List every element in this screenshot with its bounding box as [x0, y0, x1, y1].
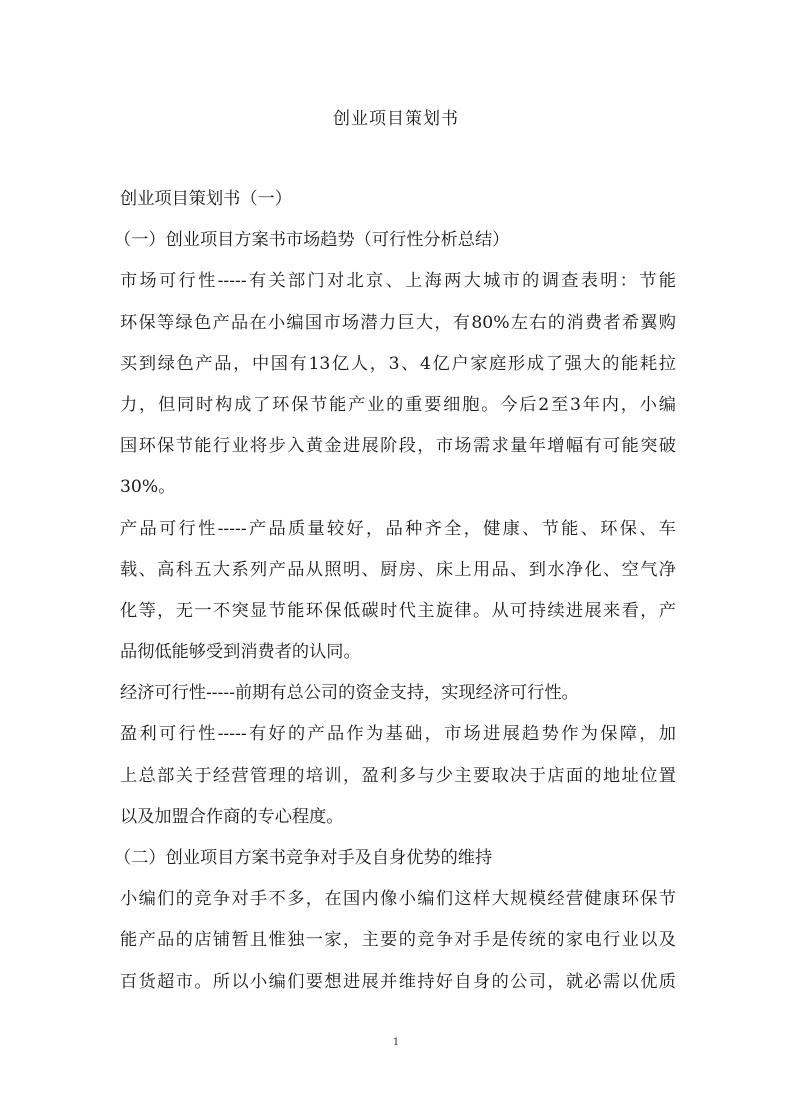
page-number: 1 [392, 1037, 400, 1048]
paragraph-line: 品彻低能够受到消费者的认同。 [120, 642, 361, 663]
paragraph-line: 上总部关于经营管理的培训，盈利多与少主要取决于店面的地址位置 [120, 765, 676, 786]
paragraph-line: 经济可行性-----前期有总公司的资金支持，实现经济可行性。 [120, 683, 579, 704]
heading-line: 创业项目策划书（一） [120, 189, 292, 209]
paragraph-line: 国环保节能行业将步入黄金进展阶段，市场需求量年增幅有可能突破 [120, 436, 676, 457]
paragraph-line: 买到绿色产品，中国有13亿人，3、4亿户家庭形成了强大的能耗拉 [120, 353, 676, 374]
paragraph-line: 力，但同时构成了环保节能产业的重要细胞。今后2至3年内，小编 [120, 394, 676, 415]
section-heading-line: （一）创业项目方案书市场趋势（可行性分析总结） [114, 230, 510, 251]
paragraph-line: 载、高科五大系列产品从照明、厨房、床上用品、到水净化、空气净 [120, 559, 676, 580]
document-title: 创业项目策划书 [333, 109, 459, 129]
paragraph-line: 环保等绿色产品在小编国市场潜力巨大，有80%左右的消费者希翼购 [120, 312, 676, 333]
paragraph-line: 盈利可行性-----有好的产品作为基础，市场进展趋势作为保障，加 [120, 724, 676, 745]
paragraph-line: 以及加盟合作商的专心程度。 [120, 806, 344, 827]
paragraph-line: 百货超市。所以小编们要想进展并维持好自身的公司，就必需以优质 [120, 971, 676, 992]
paragraph-line: 30%。 [120, 477, 176, 498]
paragraph-line: 化等，无一不突显节能环保低碳时代主旋律。从可持续进展来看，产 [120, 600, 676, 621]
section-heading-line: （二）创业项目方案书竞争对手及自身优势的维持 [114, 848, 493, 868]
paragraph-line: 市场可行性-----有关部门对北京、上海两大城市的调查表明：节能 [120, 271, 676, 292]
document-body [114, 186, 676, 1010]
paragraph-line: 能产品的店铺暂且惟独一家，主要的竞争对手是传统的家电行业以及 [120, 930, 676, 951]
paragraph-line: 产品可行性-----产品质量较好，品种齐全，健康、节能、环保、车 [120, 518, 676, 539]
paragraph-line: 小编们的竞争对手不多，在国内像小编们这样大规模经营健康环保节 [120, 889, 676, 910]
